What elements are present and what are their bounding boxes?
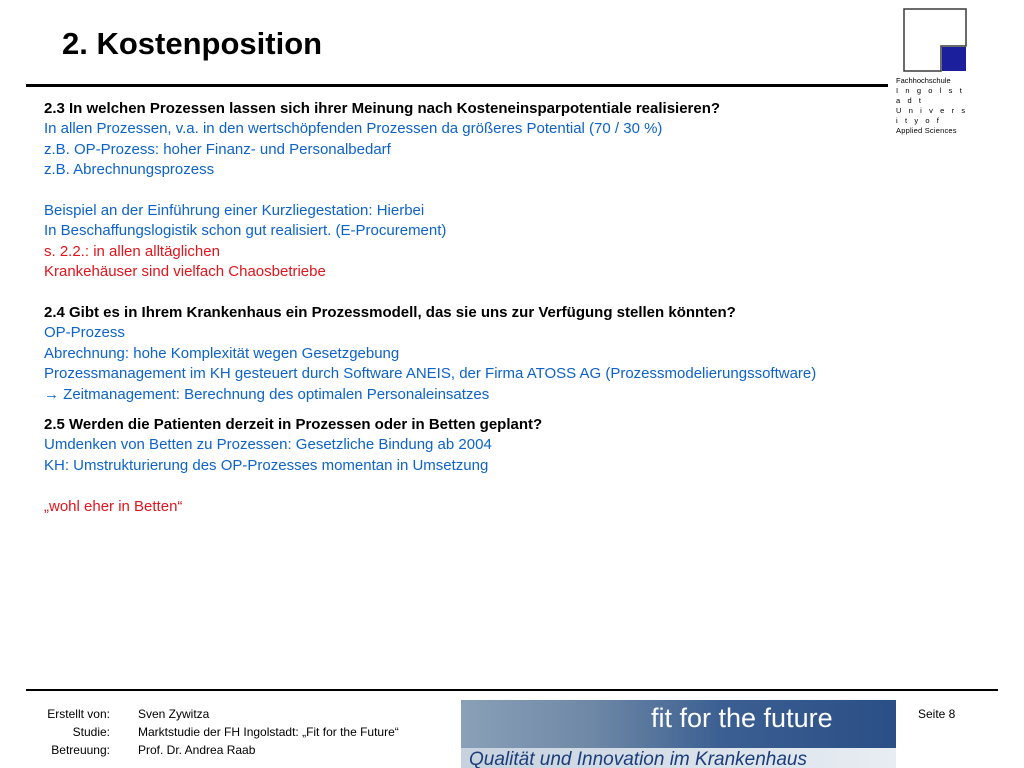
answer-line: Prozessmanagement im KH gesteuert durch Software ANEIS, der Firma ATOSS AG (Prozessmodelierungssoftware): [44, 365, 817, 383]
answer-line: z.B. Abrechnungsprozess: [44, 161, 215, 179]
logo-line-3: U n i v e r s i t y o f: [896, 106, 968, 125]
logo-line-2: I n g o l s t a d t: [896, 86, 965, 105]
question-2-5: 2.5 Werden die Patienten derzeit in Prozessen oder in Betten geplant?: [44, 416, 543, 434]
answer-line: KH: Umstrukturierung des OP-Prozesses momentan in Umsetzung: [44, 456, 489, 474]
footer-label: Erstellt von:: [47, 707, 110, 721]
answer-line-arrow: [44, 385, 984, 405]
footer-value: Marktstudie der FH Ingolstadt: „Fit for the Future“: [138, 725, 399, 739]
answer-line: Umdenken von Betten zu Prozessen: Gesetzliche Bindung ab 2004: [44, 436, 492, 454]
logo-line-4: Applied Sciences: [896, 126, 957, 135]
answer-line: Abrechnung: hohe Komplexität wegen Gesetzgebung: [44, 344, 400, 362]
fh-ingolstadt-logo: [903, 8, 967, 72]
banner-subtitle: Qualität und Innovation im Krankenhaus: [469, 749, 807, 768]
answer-line: Beispiel an der Einführung einer Kurzliegestation: Hierbei: [44, 202, 425, 220]
footer-labels: [26, 705, 110, 759]
footer-value: Prof. Dr. Andrea Raab: [138, 743, 256, 757]
logo-square: [942, 47, 966, 71]
answer-line: z.B. OP-Prozess: hoher Finanz- und Personalbedarf: [44, 140, 391, 158]
slide-title: 2. Kostenposition: [62, 26, 323, 61]
banner-title: fit for the future: [651, 703, 833, 733]
page-number: Seite 8: [918, 707, 956, 721]
answer-line: In Beschaffungslogistik schon gut realisiert. (E-Procurement): [44, 222, 447, 240]
footer-values: [138, 705, 458, 759]
question-2-4: 2.4 Gibt es in Ihrem Krankenhaus ein Prozessmodell, das sie uns zur Verfügung stellen könnten?: [44, 304, 736, 322]
logo-line-1: Fachhochschule: [896, 76, 951, 85]
footer-label: Betreuung:: [51, 743, 110, 757]
arrow-text: Zeitmanagement: Berechnung des optimalen Personaleinsatzes: [63, 385, 490, 403]
title-divider: [26, 84, 888, 87]
right-arrow-icon: →: [44, 385, 59, 403]
fit-for-the-future-banner: [461, 700, 896, 768]
slide-content: [44, 99, 984, 517]
answer-line: In allen Prozessen, v.a. in den wertschöpfenden Prozessen da größeres Potential (70 / 30 %): [44, 120, 663, 138]
footer-value: Sven Zywitza: [138, 707, 210, 721]
answer-line-red: Krankehäuser sind vielfach Chaosbetriebe: [44, 263, 326, 281]
answer-line: OP-Prozess: [44, 324, 125, 342]
answer-line-red: s. 2.2.: in allen alltäglichen: [44, 242, 220, 260]
question-2-3: 2.3 In welchen Prozessen lassen sich ihrer Meinung nach Kosteneinsparpotentiale realisieren?: [44, 100, 721, 117]
footer-divider: [26, 689, 998, 691]
answer-line-red: „wohl eher in Betten“: [44, 497, 183, 515]
footer-label: Studie:: [72, 725, 110, 739]
